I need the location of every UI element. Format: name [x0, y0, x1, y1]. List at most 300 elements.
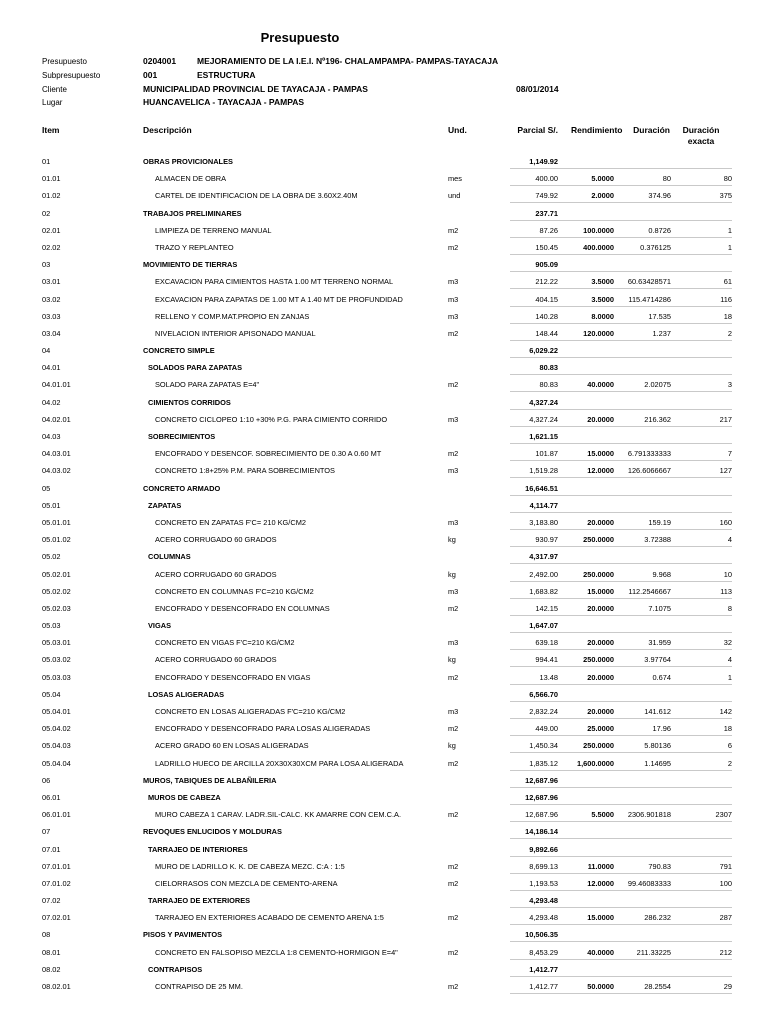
table-row	[0, 255, 768, 272]
cell-description: CONTRAPISO DE 25 MM.	[155, 982, 243, 991]
cell-unit: m3	[448, 277, 459, 287]
cell-item: 01.01	[42, 174, 61, 184]
cell-description: CONCRETO EN COLUMNAS F'C=210 KG/CM2	[155, 586, 314, 596]
cell-rendimiento: 120.0000	[583, 328, 614, 338]
table-row	[0, 324, 768, 341]
cell-parcial: 3,183.80	[529, 517, 558, 527]
cell-parcial: 142.15	[535, 603, 558, 613]
cell-parcial: 749.92	[535, 191, 558, 201]
cell-rendimiento: 20.0000	[587, 638, 614, 648]
cell-description: LADRILLO HUECO DE ARCILLA 20X30X30XCM PARA LOSA ALIGERADA	[155, 758, 404, 768]
table-row	[0, 977, 768, 994]
cell-duracion: 2.02075	[644, 380, 671, 390]
cell-item: 03.02	[42, 294, 61, 304]
table-row	[0, 668, 768, 685]
cell-item: 03.01	[42, 277, 61, 287]
cell-rendimiento: 12.0000	[587, 878, 614, 888]
cell-rendimiento: 100.0000	[583, 225, 614, 235]
cell-description: CONCRETO 1:8+25% P.M. PARA SOBRECIMIENTOS	[155, 466, 335, 476]
table-row	[0, 771, 768, 788]
row-separator	[510, 993, 732, 994]
table-row	[0, 754, 768, 771]
cell-duracion: 17.96	[652, 724, 671, 734]
cell-duracion-exacta: 4	[727, 655, 732, 665]
cell-description: MUROS, TABIQUES DE ALBAÑILERIA	[143, 775, 277, 785]
header-code: 0204001	[143, 56, 177, 66]
cell-unit: m2	[448, 225, 459, 235]
col-duracion-exacta-line2: exacta	[687, 136, 715, 146]
cell-description: TARRAJEO EN EXTERIORES ACABADO DE CEMENTO ARENA 1:5	[155, 913, 384, 923]
header-value: MUNICIPALIDAD PROVINCIAL DE TAYACAJA - PAMPAS	[143, 84, 368, 94]
cell-unit: m3	[448, 638, 459, 648]
table-row	[0, 272, 768, 289]
cell-item: 08.02.01	[42, 982, 71, 991]
cell-item: 05.03.02	[42, 655, 71, 665]
table-row	[0, 358, 768, 375]
table-row	[0, 908, 768, 925]
cell-description: CIELORRASOS CON MEZCLA DE CEMENTO-ARENA	[155, 878, 338, 888]
cell-rendimiento: 20.0000	[587, 672, 614, 682]
cell-description: MUROS DE CABEZA	[148, 792, 221, 802]
cell-description: MURO CABEZA 1 CARAV. LADR.SIL-CALC. KK AMARRE CON CEM.C.A.	[155, 810, 401, 820]
cell-description: TARRAJEO DE INTERIORES	[148, 844, 248, 854]
cell-parcial: 1,621.15	[529, 432, 558, 441]
table-row	[0, 960, 768, 977]
col-item: Item	[42, 125, 60, 135]
cell-description: ALMACEN DE OBRA	[155, 174, 227, 184]
table-row	[0, 719, 768, 736]
table-row	[0, 891, 768, 908]
cell-duracion: 159.19	[648, 517, 671, 527]
cell-duracion: 9.968	[652, 569, 671, 579]
cell-duracion: 5.80136	[644, 741, 671, 751]
cell-parcial: 930.97	[535, 535, 558, 545]
cell-unit: kg	[448, 535, 456, 545]
cell-item: 01	[42, 157, 51, 166]
cell-description: EXCAVACION PARA CIMIENTOS HASTA 1.00 MT TERRENO NORMAL	[155, 277, 394, 287]
cell-description: OBRAS PROVICIONALES	[143, 157, 233, 166]
cell-item: 08.02	[42, 964, 61, 974]
cell-parcial: 10,506.35	[525, 930, 558, 940]
col-duracion: Duración	[633, 125, 670, 135]
table-row	[0, 874, 768, 891]
cell-duracion-exacta: 791	[719, 861, 732, 871]
cell-item: 08.01	[42, 947, 61, 957]
cell-duracion-exacta: 116	[720, 294, 732, 304]
cell-rendimiento: 12.0000	[587, 466, 614, 476]
cell-item: 06	[42, 775, 51, 785]
cell-duracion: 28.2554	[644, 982, 671, 991]
cell-parcial: 150.45	[535, 242, 558, 252]
cell-duracion-exacta: 217	[719, 414, 732, 424]
cell-unit: m3	[448, 586, 459, 596]
cell-unit: m3	[448, 414, 459, 424]
header-label: Subpresupuesto	[42, 71, 101, 80]
cell-description: CONCRETO CICLOPEO 1:10 +30% P.G. PARA CIMIENTO CORRIDO	[155, 414, 388, 424]
cell-parcial: 212.22	[535, 277, 558, 287]
cell-parcial: 449.00	[535, 724, 558, 734]
cell-unit: m2	[448, 861, 459, 871]
header-desc: ESTRUCTURA	[197, 70, 256, 80]
cell-duracion-exacta: 127	[719, 466, 732, 476]
cell-duracion: 3.97764	[644, 655, 671, 665]
cell-description: ENCOFRADO Y DESENCOFRADO PARA LOSAS ALIGERADAS	[155, 724, 371, 734]
cell-item: 05.04.02	[42, 724, 71, 734]
table-row	[0, 341, 768, 358]
cell-description: CONCRETO SIMPLE	[143, 346, 215, 356]
cell-item: 07.01	[42, 844, 61, 854]
cell-parcial: 4,327.24	[529, 397, 558, 407]
cell-parcial: 4,293.48	[529, 913, 558, 923]
cell-duracion: 141.612	[644, 707, 671, 716]
cell-duracion-exacta: 7	[727, 449, 732, 459]
cell-description: ZAPATAS	[148, 500, 182, 510]
cell-item: 07.02	[42, 896, 61, 906]
col-duracion-exacta	[681, 125, 721, 147]
table-row	[0, 290, 768, 307]
cell-unit: m2	[448, 758, 459, 768]
cell-rendimiento: 250.0000	[583, 569, 614, 579]
cell-rendimiento: 15.0000	[587, 913, 614, 923]
cell-item: 05.04.01	[42, 707, 71, 716]
col-descripcion: Descripción	[143, 125, 192, 135]
cell-unit: und	[448, 191, 461, 201]
cell-description: ACERO GRADO 60 EN LOSAS ALIGERADAS	[155, 741, 309, 751]
cell-duracion: 31.959	[648, 638, 671, 648]
cell-item: 07	[42, 827, 51, 837]
table-row	[0, 393, 768, 410]
header-row	[0, 57, 768, 69]
header-desc: MEJORAMIENTO DE LA I.E.I. Nº196- CHALAMPAMPA- PAMPAS-TAYACAJA	[197, 56, 499, 66]
table-row	[0, 307, 768, 324]
table-row	[0, 805, 768, 822]
cell-unit: m3	[448, 466, 459, 476]
cell-rendimiento: 20.0000	[587, 707, 614, 716]
cell-parcial: 8,699.13	[529, 861, 558, 871]
cell-rendimiento: 25.0000	[587, 724, 614, 734]
cell-unit: m3	[448, 707, 459, 716]
cell-parcial: 639.18	[535, 638, 558, 648]
cell-description: LOSAS ALIGERADAS	[148, 689, 225, 699]
cell-description: VIGAS	[148, 621, 171, 631]
cell-rendimiento: 250.0000	[583, 535, 614, 545]
cell-duracion: 374.96	[648, 191, 671, 201]
cell-rendimiento: 250.0000	[583, 741, 614, 751]
cell-unit: m2	[448, 947, 459, 957]
cell-parcial: 101.87	[535, 449, 558, 459]
cell-description: ACERO CORRUGADO 60 GRADOS	[155, 569, 277, 579]
cell-parcial: 148.44	[535, 328, 558, 338]
cell-duracion: 2306.901818	[627, 810, 671, 820]
page-title: Presupuesto	[260, 30, 340, 45]
table-row	[0, 633, 768, 650]
cell-unit: kg	[448, 655, 456, 665]
cell-parcial: 1,412.77	[529, 982, 558, 991]
cell-description: TRAZO Y REPLANTEO	[155, 242, 234, 252]
cell-unit: m2	[448, 242, 459, 252]
cell-rendimiento: 40.0000	[587, 380, 614, 390]
cell-unit: m2	[448, 878, 459, 888]
cell-duracion: 1.237	[652, 328, 671, 338]
table-row	[0, 822, 768, 839]
cell-description: ACERO CORRUGADO 60 GRADOS	[155, 655, 277, 665]
cell-parcial: 12,687.96	[525, 810, 558, 820]
cell-parcial: 4,293.48	[529, 896, 558, 906]
cell-item: 05.03.01	[42, 638, 71, 648]
cell-parcial: 6,566.70	[529, 689, 558, 699]
cell-item: 03.03	[42, 311, 61, 321]
cell-item: 05.02.03	[42, 603, 71, 613]
table-row	[0, 616, 768, 633]
cell-description: RELLENO Y COMP.MAT.PROPIO EN ZANJAS	[155, 311, 310, 321]
table-row	[0, 857, 768, 874]
cell-item: 05.04.04	[42, 758, 71, 768]
table-row	[0, 410, 768, 427]
cell-unit: m2	[448, 810, 459, 820]
cell-duracion: 7.1075	[648, 603, 671, 613]
cell-unit: kg	[448, 741, 456, 751]
cell-rendimiento: 20.0000	[587, 414, 614, 424]
cell-duracion-exacta: 8	[727, 603, 732, 613]
cell-rendimiento: 400.0000	[583, 242, 614, 252]
cell-duracion: 790.83	[648, 861, 671, 871]
cell-parcial: 14,186.14	[525, 827, 558, 837]
cell-parcial: 16,646.51	[525, 483, 558, 493]
cell-rendimiento: 1,600.0000	[577, 758, 614, 768]
cell-description: LIMPIEZA DE TERRENO MANUAL	[155, 225, 272, 235]
cell-item: 05.04	[42, 689, 61, 699]
cell-parcial: 1,450.34	[529, 741, 558, 751]
cell-duracion: 286.232	[644, 913, 671, 923]
cell-item: 05.02.01	[42, 569, 71, 579]
cell-description: PISOS Y PAVIMENTOS	[143, 930, 222, 940]
cell-description: CONCRETO ARMADO	[143, 483, 221, 493]
cell-rendimiento: 20.0000	[587, 517, 614, 527]
cell-duracion-exacta: 32	[723, 638, 732, 648]
cell-parcial: 6,029.22	[529, 346, 558, 356]
cell-parcial: 13.48	[539, 672, 558, 682]
cell-duracion: 1.14695	[644, 758, 671, 768]
header-row	[0, 85, 768, 97]
cell-parcial: 404.15	[535, 294, 558, 304]
header-label: Cliente	[42, 85, 67, 94]
cell-item: 04.02.01	[42, 414, 71, 424]
table-row	[0, 444, 768, 461]
cell-duracion-exacta: 18	[723, 724, 732, 734]
header-code: 001	[143, 70, 158, 80]
cell-duracion: 115.4714286	[628, 294, 671, 304]
cell-item: 04.01	[42, 363, 61, 373]
header-row	[0, 71, 768, 83]
table-row	[0, 650, 768, 667]
cell-rendimiento: 50.0000	[587, 982, 614, 991]
cell-unit: m2	[448, 672, 459, 682]
table-row	[0, 479, 768, 496]
cell-parcial: 12,687.96	[525, 775, 558, 785]
cell-description: CONCRETO EN ZAPATAS F'C= 210 KG/CM2	[155, 517, 306, 527]
cell-duracion-exacta: 1	[727, 242, 732, 252]
cell-parcial: 1,193.53	[529, 878, 558, 888]
cell-rendimiento: 3.5000	[591, 294, 614, 304]
table-row	[0, 599, 768, 616]
cell-duracion-exacta: 10	[723, 569, 732, 579]
cell-rendimiento: 250.0000	[583, 655, 614, 665]
cell-description: MOVIMIENTO DE TIERRAS	[143, 260, 238, 270]
cell-rendimiento: 8.0000	[591, 311, 614, 321]
cell-description: CONTRAPISOS	[148, 964, 203, 974]
cell-item: 05.03.03	[42, 672, 71, 682]
table-row	[0, 530, 768, 547]
cell-duracion-exacta: 29	[723, 982, 732, 991]
table-row	[0, 427, 768, 444]
cell-unit: m3	[448, 311, 459, 321]
table-row	[0, 152, 768, 169]
col-parcial: Parcial S/.	[517, 125, 558, 135]
cell-duracion-exacta: 3	[727, 380, 732, 390]
cell-description: CONCRETO EN LOSAS ALIGERADAS F'C=210 KG/CM2	[155, 707, 346, 716]
cell-rendimiento: 15.0000	[587, 449, 614, 459]
cell-parcial: 1,683.82	[529, 586, 558, 596]
cell-unit: m2	[448, 724, 459, 734]
header-date: 08/01/2014	[516, 84, 559, 94]
table-row	[0, 685, 768, 702]
cell-item: 05	[42, 483, 51, 493]
cell-item: 05.04.03	[42, 741, 71, 751]
cell-duracion: 17.535	[648, 311, 671, 321]
cell-unit: m2	[448, 328, 459, 338]
cell-item: 07.02.01	[42, 913, 71, 923]
cell-unit: kg	[448, 569, 456, 579]
cell-duracion-exacta: 1	[727, 225, 732, 235]
cell-duracion: 99.46083333	[627, 878, 671, 888]
cell-parcial: 994.41	[535, 655, 558, 665]
table-row	[0, 565, 768, 582]
cell-item: 04.03	[42, 432, 61, 441]
cell-item: 05.01.01	[42, 517, 71, 527]
cell-unit: m2	[448, 380, 459, 390]
cell-duracion-exacta: 287	[719, 913, 732, 923]
table-row	[0, 702, 768, 719]
cell-duracion-exacta: 1	[727, 672, 732, 682]
cell-item: 02.01	[42, 225, 61, 235]
cell-duracion: 0.674	[652, 672, 671, 682]
cell-duracion: 0.8726	[648, 225, 671, 235]
cell-description: ACERO CORRUGADO 60 GRADOS	[155, 535, 277, 545]
cell-duracion-exacta: 4	[727, 535, 732, 545]
cell-duracion: 216.362	[644, 414, 671, 424]
cell-item: 06.01.01	[42, 810, 71, 820]
cell-duracion: 211.33225	[636, 947, 671, 957]
cell-item: 07.01.02	[42, 878, 71, 888]
table-row	[0, 582, 768, 599]
cell-duracion-exacta: 2	[727, 328, 732, 338]
cell-description: NIVELACION INTERIOR APISONADO MANUAL	[155, 328, 316, 338]
cell-unit: m2	[448, 982, 459, 991]
cell-parcial: 1,519.28	[529, 466, 558, 476]
cell-description: REVOQUES ENLUCIDOS Y MOLDURAS	[143, 827, 282, 837]
cell-rendimiento: 20.0000	[587, 603, 614, 613]
cell-description: CIMIENTOS CORRIDOS	[148, 397, 231, 407]
cell-duracion-exacta: 142	[719, 707, 732, 716]
cell-parcial: 8,453.29	[529, 947, 558, 957]
cell-parcial: 1,835.12	[529, 758, 558, 768]
table-row	[0, 925, 768, 942]
cell-description: TRABAJOS PRELIMINARES	[143, 208, 242, 218]
cell-rendimiento: 5.5000	[591, 810, 614, 820]
cell-duracion: 6.791333333	[627, 449, 671, 459]
budget-table	[0, 152, 768, 994]
cell-item: 02	[42, 208, 51, 218]
cell-duracion: 80	[662, 174, 671, 184]
cell-description: CARTEL DE IDENTIFICACION DE LA OBRA DE 3.60X2.40M	[155, 191, 358, 201]
cell-item: 05.01	[42, 500, 61, 510]
cell-unit: m2	[448, 603, 459, 613]
cell-item: 04.03.02	[42, 466, 71, 476]
cell-item: 05.03	[42, 621, 61, 631]
header-row	[0, 98, 768, 110]
column-header-row	[0, 123, 768, 149]
cell-item: 04.03.01	[42, 449, 71, 459]
table-row	[0, 461, 768, 478]
col-duracion-exacta-line1: Duración	[682, 125, 720, 135]
cell-duracion-exacta: 375	[719, 191, 732, 201]
cell-parcial: 237.71	[535, 208, 558, 218]
cell-unit: m2	[448, 449, 459, 459]
cell-unit: mes	[448, 174, 462, 184]
cell-parcial: 1,149.92	[529, 157, 558, 166]
cell-description: CONCRETO EN FALSOPISO MEZCLA 1:8 CEMENTO-HORMIGON E=4"	[155, 947, 398, 957]
cell-parcial: 4,317.97	[529, 552, 558, 562]
table-row	[0, 943, 768, 960]
cell-item: 03	[42, 260, 51, 270]
col-und: Und.	[448, 125, 467, 135]
header-value: HUANCAVELICA - TAYACAJA - PAMPAS	[143, 97, 305, 107]
cell-unit: m3	[448, 294, 459, 304]
cell-description: COLUMNAS	[148, 552, 191, 562]
cell-parcial: 1,647.07	[529, 621, 558, 631]
cell-duracion-exacta: 61	[723, 277, 732, 287]
cell-item: 03.04	[42, 328, 61, 338]
cell-parcial: 9,892.66	[529, 844, 558, 854]
table-row	[0, 788, 768, 805]
cell-parcial: 400.00	[535, 174, 558, 184]
cell-duracion-exacta: 18	[723, 311, 732, 321]
cell-description: SOLADO PARA ZAPATAS E=4"	[155, 380, 260, 390]
table-row	[0, 513, 768, 530]
table-row	[0, 496, 768, 513]
cell-parcial: 2,832.24	[529, 707, 558, 716]
cell-duracion: 126.6066667	[627, 466, 671, 476]
cell-description: CONCRETO EN VIGAS F'C=210 KG/CM2	[155, 638, 295, 648]
cell-item: 05.02	[42, 552, 61, 562]
cell-parcial: 140.28	[535, 311, 558, 321]
cell-parcial: 80.83	[539, 380, 558, 390]
cell-description: ENCOFRADO Y DESENCOFRADO EN VIGAS	[155, 672, 311, 682]
cell-parcial: 4,114.77	[529, 500, 558, 510]
table-row	[0, 736, 768, 753]
table-row	[0, 238, 768, 255]
cell-item: 01.02	[42, 191, 61, 201]
cell-description: MURO DE LADRILLO K. K. DE CABEZA MEZC. C:A : 1:5	[155, 861, 345, 871]
cell-item: 06.01	[42, 792, 61, 802]
cell-parcial: 1,412.77	[529, 964, 558, 974]
table-row	[0, 186, 768, 203]
cell-description: SOLADOS PARA ZAPATAS	[148, 363, 243, 373]
cell-rendimiento: 2.0000	[591, 191, 614, 201]
cell-rendimiento: 11.0000	[587, 861, 614, 871]
table-row	[0, 169, 768, 186]
cell-parcial: 12,687.96	[525, 792, 558, 802]
